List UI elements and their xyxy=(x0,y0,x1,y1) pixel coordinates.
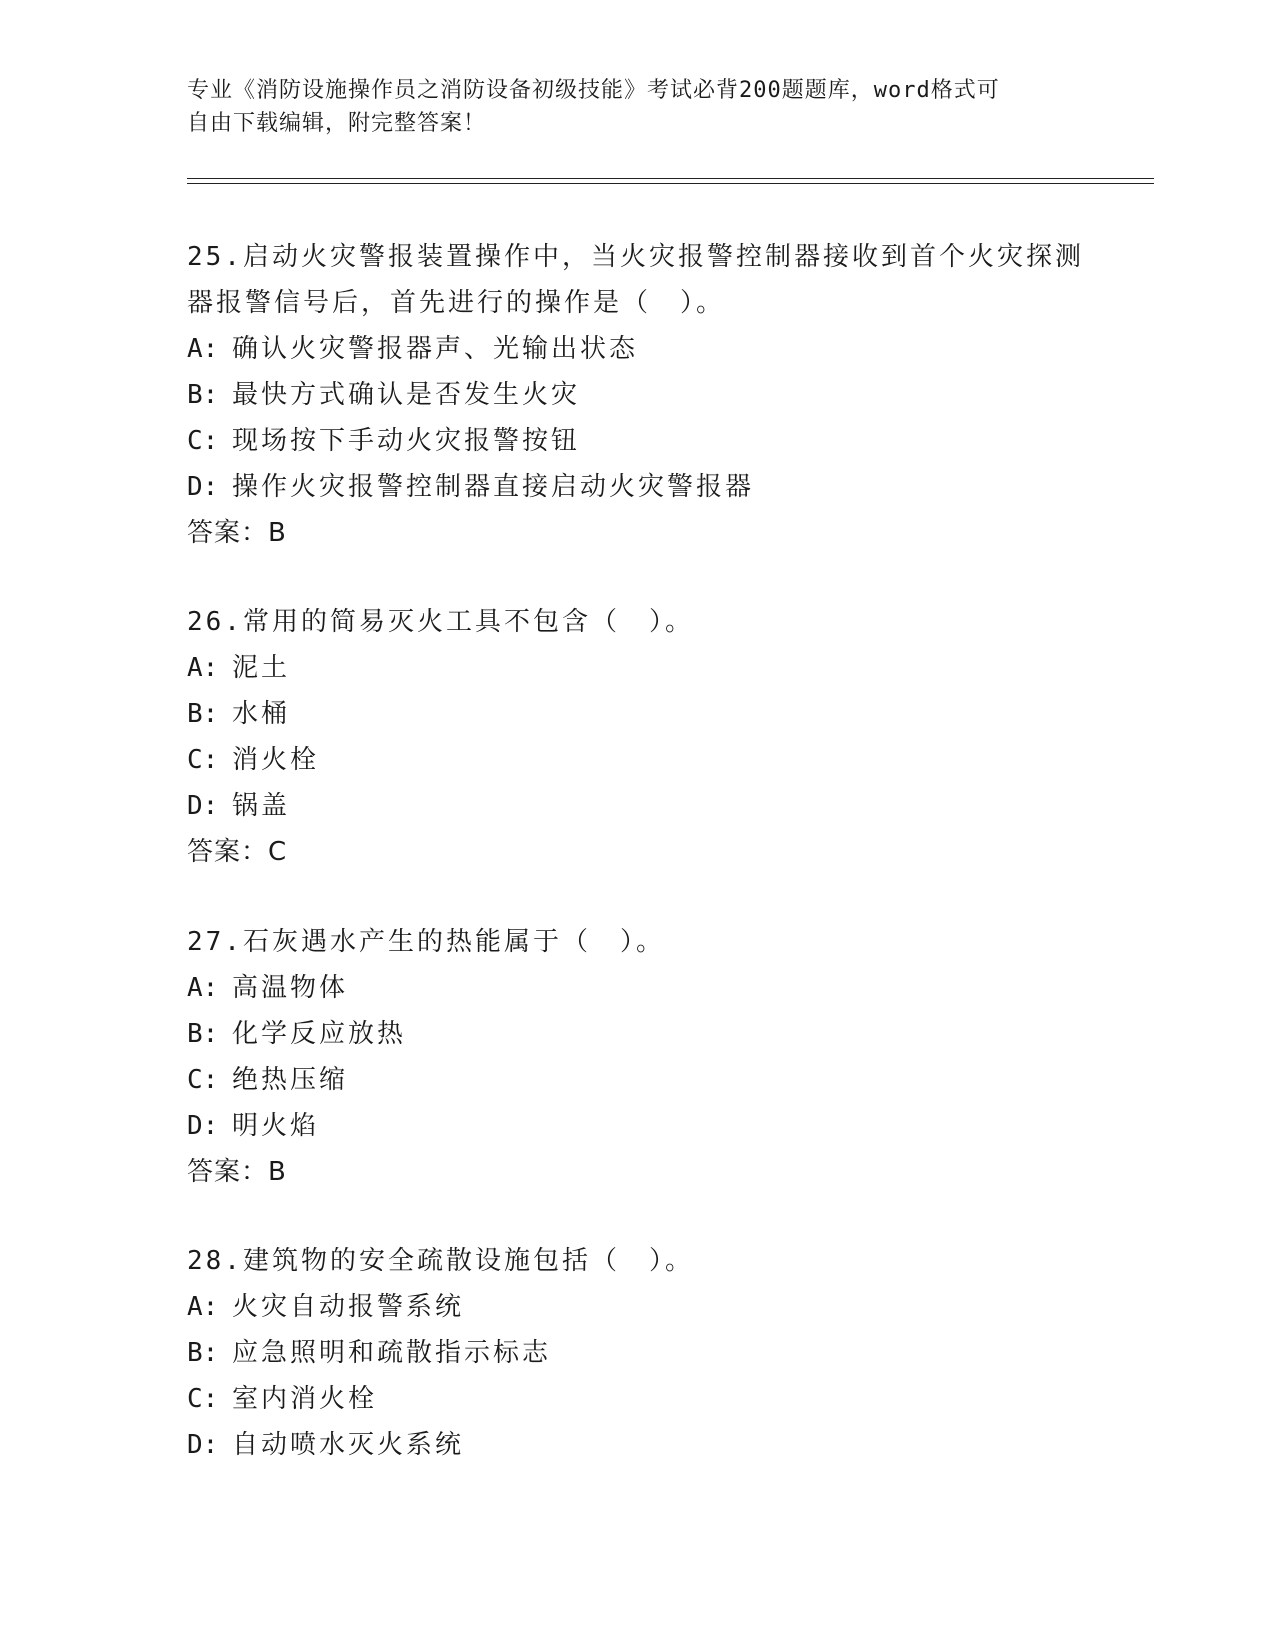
option-c xyxy=(187,418,1087,464)
option-text: 自动喷水灭火系统 xyxy=(232,1430,465,1460)
question-28 xyxy=(187,1238,1087,1468)
answer-label: 答案：B xyxy=(187,1157,287,1187)
question-stem xyxy=(187,919,1087,965)
option-letter: B: xyxy=(187,380,219,410)
header-line-1: 专业《消防设施操作员之消防设备初级技能》考试必背200题题库，word格式可 xyxy=(187,78,1000,103)
option-c xyxy=(187,1057,1087,1103)
option-b xyxy=(187,1011,1087,1057)
option-text: 高温物体 xyxy=(232,973,349,1003)
option-text: 确认火灾警报器声、光输出状态 xyxy=(232,334,639,364)
option-text: 明火焰 xyxy=(232,1111,320,1141)
option-b xyxy=(187,372,1087,418)
option-c xyxy=(187,1376,1087,1422)
option-letter: D: xyxy=(187,791,219,821)
option-letter: C: xyxy=(187,426,219,456)
option-letter: D: xyxy=(187,1111,219,1141)
question-stem xyxy=(187,1238,1087,1284)
option-letter: B: xyxy=(187,699,219,729)
option-text: 火灾自动报警系统 xyxy=(232,1292,465,1322)
option-text: 室内消火栓 xyxy=(232,1384,378,1414)
option-letter: B: xyxy=(187,1019,219,1049)
option-b xyxy=(187,691,1087,737)
question-stem-line: 27.石灰遇水产生的热能属于（ ）。 xyxy=(187,927,665,957)
option-b xyxy=(187,1330,1087,1376)
option-text: 锅盖 xyxy=(232,791,291,821)
option-text: 应急照明和疏散指示标志 xyxy=(232,1338,552,1368)
option-letter: A: xyxy=(187,973,219,1003)
option-letter: B: xyxy=(187,1338,219,1368)
option-letter: D: xyxy=(187,472,219,502)
question-25 xyxy=(187,234,1087,556)
question-stem xyxy=(187,234,1087,326)
option-letter: C: xyxy=(187,1384,219,1414)
option-c xyxy=(187,737,1087,783)
option-letter: C: xyxy=(187,745,219,775)
document-header xyxy=(187,74,1067,140)
question-stem-line: 25.启动火灾警报装置操作中，当火灾报警控制器接收到首个火灾探测 xyxy=(187,242,1084,272)
option-a xyxy=(187,326,1087,372)
option-a xyxy=(187,645,1087,691)
option-d xyxy=(187,1422,1087,1468)
answer-label: 答案：C xyxy=(187,837,288,867)
option-text: 泥土 xyxy=(232,653,291,683)
option-a xyxy=(187,1284,1087,1330)
question-stem-line: 26.常用的简易灭火工具不包含（ ）。 xyxy=(187,607,694,637)
option-letter: D: xyxy=(187,1430,219,1460)
option-text: 消火栓 xyxy=(232,745,320,775)
option-text: 水桶 xyxy=(232,699,291,729)
option-letter: A: xyxy=(187,334,219,364)
option-a xyxy=(187,965,1087,1011)
option-d xyxy=(187,464,1087,510)
answer-label: 答案：B xyxy=(187,518,287,548)
question-27 xyxy=(187,919,1087,1195)
option-text: 化学反应放热 xyxy=(232,1019,407,1049)
option-letter: C: xyxy=(187,1065,219,1095)
option-text: 现场按下手动火灾报警按钮 xyxy=(232,426,581,456)
header-divider-bottom xyxy=(187,183,1154,184)
option-letter: A: xyxy=(187,1292,219,1322)
header-line-2: 自由下载编辑，附完整答案！ xyxy=(187,111,487,136)
option-text: 操作火灾报警控制器直接启动火灾警报器 xyxy=(232,472,755,502)
question-stem-line: 28.建筑物的安全疏散设施包括（ ）。 xyxy=(187,1246,694,1276)
option-letter: A: xyxy=(187,653,219,683)
option-d xyxy=(187,783,1087,829)
question-stem-line: 器报警信号后，首先进行的操作是（ ）。 xyxy=(187,288,726,318)
header-divider-top xyxy=(187,178,1154,179)
option-d xyxy=(187,1103,1087,1149)
question-stem xyxy=(187,599,1087,645)
question-26 xyxy=(187,599,1087,875)
option-text: 最快方式确认是否发生火灾 xyxy=(232,380,581,410)
option-text: 绝热压缩 xyxy=(232,1065,349,1095)
